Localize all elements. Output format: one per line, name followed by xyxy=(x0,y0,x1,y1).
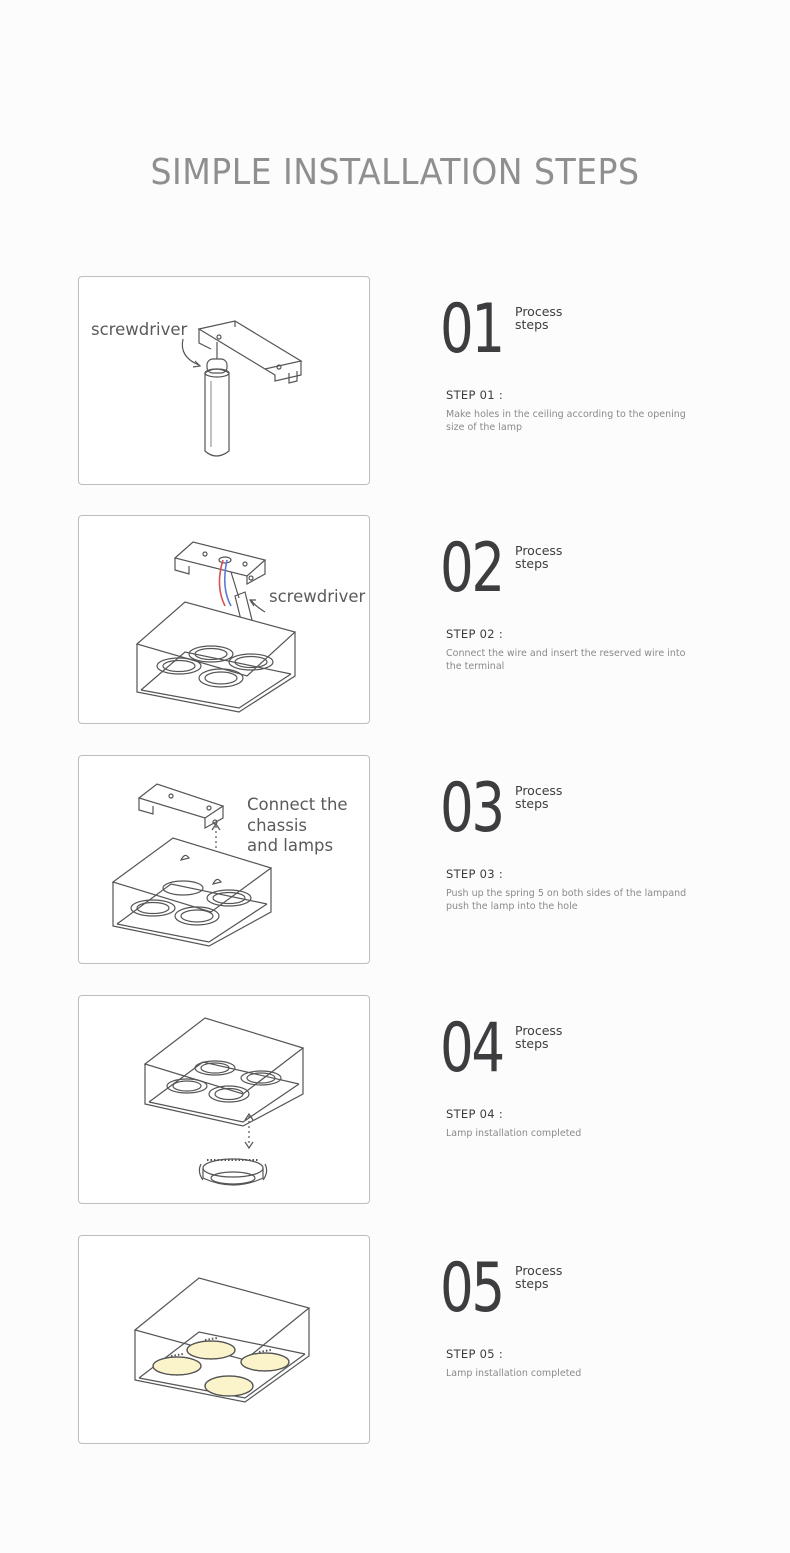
step-4-number: 04 xyxy=(440,1009,503,1088)
screwdriver-caption: screwdriver xyxy=(91,320,188,339)
step-5-description: Lamp installation completed xyxy=(446,1368,582,1379)
step-5-illustration xyxy=(78,1235,370,1444)
step-1-illustration xyxy=(78,276,370,485)
step-2-illustration xyxy=(78,515,370,724)
step-1-process-label: Process steps xyxy=(515,304,563,332)
step-3-process-label: Process steps xyxy=(515,783,563,811)
step-2-process-label: Process steps xyxy=(515,543,563,571)
step-1 xyxy=(0,276,790,488)
step-1-label: STEP 01 : xyxy=(446,388,504,402)
step-1-description: Make holes in the ceiling according to the opening size of the lamp xyxy=(446,409,686,433)
step-4-process-label: Process steps xyxy=(515,1023,563,1051)
step-1-number: 01 xyxy=(440,290,503,369)
step-4-illustration xyxy=(78,995,370,1204)
step-4-description: Lamp installation completed xyxy=(446,1128,582,1139)
page-title: SIMPLE INSTALLATION STEPS xyxy=(150,152,640,193)
caption-line-2: chassis xyxy=(247,816,308,835)
step-2 xyxy=(0,515,790,727)
step-4 xyxy=(0,995,790,1207)
step-2-description: Connect the wire and insert the reserved wire into the terminal xyxy=(446,648,686,672)
caption-line-3: and lamps xyxy=(247,836,334,855)
step-3-description: Push up the spring 5 on both sides of the lampand push the lamp into the hole xyxy=(446,888,687,912)
step-5-process-label: Process steps xyxy=(515,1263,563,1291)
caption-line-1: Connect the xyxy=(247,795,348,814)
step-5-label: STEP 05 : xyxy=(446,1347,504,1361)
step-4-label: STEP 04 : xyxy=(446,1107,504,1121)
step-3-number: 03 xyxy=(440,769,503,848)
step-3-illustration xyxy=(78,755,370,964)
step-5-number: 05 xyxy=(440,1249,503,1328)
step-2-number: 02 xyxy=(440,529,503,608)
step-2-label: STEP 02 : xyxy=(446,627,504,641)
step-5 xyxy=(0,1235,790,1447)
screwdriver-caption: screwdriver xyxy=(269,587,366,606)
step-3-label: STEP 03 : xyxy=(446,867,504,881)
step-3 xyxy=(0,755,790,967)
